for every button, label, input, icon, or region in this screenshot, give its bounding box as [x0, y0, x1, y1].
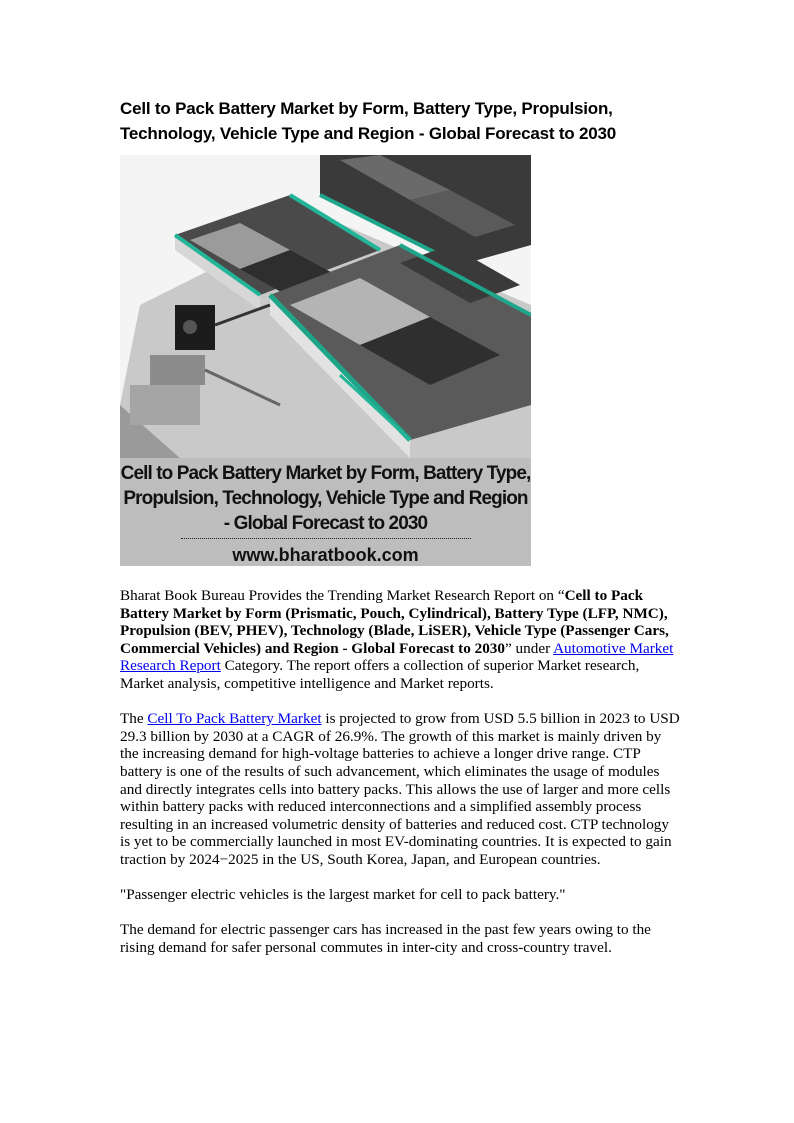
category-link[interactable]: Automotive Market Research Report [120, 639, 674, 675]
market-the: The [120, 710, 148, 728]
banner-title: Cell to Pack Battery Market by Form, Battery Type, Propulsion, Technology, Vehicle Type and Region - Global Forecast to 2030 [120, 463, 531, 534]
banner-divider [181, 538, 471, 539]
hero-banner [120, 458, 531, 566]
intro-paragraph [120, 587, 680, 693]
page-title: Cell to Pack Battery Market by Form, Battery Type, Propulsion, Technology, Vehicle Type and Region - Global Forecast to 2030 [120, 99, 617, 143]
market-link[interactable]: Cell To Pack Battery Market [147, 710, 322, 728]
intro-rest: Category. The report offers a collection of superior Market research, Market analysis, competitive intelligence and Market reports. [120, 657, 640, 692]
report-name: Cell to Pack Battery Market by Form (Prismatic, Pouch, Cylindrical), Battery Type (LFP, NMC), Propulsion (BEV, PHEV), Technology (Blade, LiSER), Vehicle Type (Passenger Cars, Commercial Vehicles) and Region - Global Forecast to 2030 [120, 587, 669, 657]
market-paragraph [120, 710, 680, 868]
hero-image [120, 155, 531, 566]
demand-paragraph: The demand for electric passenger cars has increased in the past few years owing to the rising demand for safer personal commutes in inter-city and cross-country travel. [120, 921, 651, 956]
battery-pack-icon [120, 155, 531, 458]
banner-url: www.bharatbook.com [232, 545, 419, 565]
article-body [120, 587, 680, 974]
quote-paragraph: "Passenger electric vehicles is the largest market for cell to pack battery." [120, 886, 566, 904]
under-text: under [511, 639, 554, 657]
intro-text: Bharat Book Bureau Provides the Trending Market Research Report on “ [120, 587, 565, 604]
close-quote: ” [505, 639, 512, 657]
market-rest: is projected to grow from USD 5.5 billion in 2023 to USD 29.3 billion by 2030 at a CAGR of 26.9%. The growth of this market is mainly driven by the increasing demand for high-voltage batteries to achieve a longer drive range. CTP battery is one of the results of such advancement, which eliminates the usage of modules and directly integrates cells into battery packs. This allows the use of larger and more cells within battery packs with reduced interconnections and a simplified assembly process resulting in an increased volumetric density of batteries and reduced cost. CTP technology is yet to be commercially launched in most EV-dominating countries. It is expected to gain traction by 2024−2025 in the US, South Korea, Japan, and European countries. [120, 710, 680, 868]
